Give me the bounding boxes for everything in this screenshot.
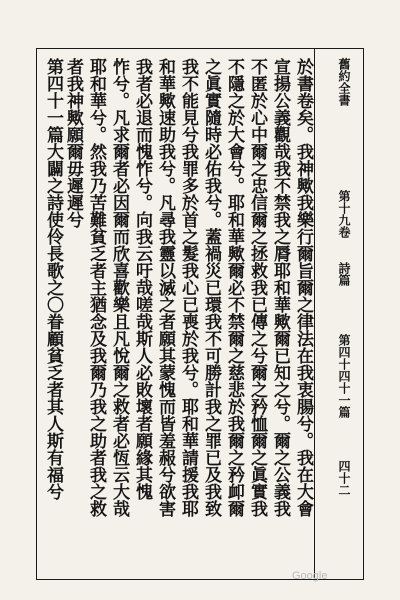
text-column-5: 之眞實隨時必佑我兮。蓋禍災已環我不可勝計我之罪已及我致 (201, 58, 221, 517)
running-head-section: 詩篇 (337, 262, 351, 286)
text-column-4: 不隱之於大會兮。耶和華歟爾必不禁爾之慈悲於我爾之矜卹爾 (224, 58, 244, 517)
running-head-volume: 第十九卷 (337, 190, 351, 238)
google-watermark: Google (292, 570, 328, 582)
running-head-chapters: 第四十四十一篇 (337, 334, 351, 418)
text-column-10: 耶和華兮。然我乃苦難貧乏者主猶念及我爾乃我之助者我之救 (86, 58, 106, 517)
text-column-6: 我不能見兮我罪多於首之髮我心已喪於我兮。耶和華請援我耶 (178, 58, 198, 517)
running-head-title: 舊約全書 (337, 58, 351, 106)
text-column-9: 怍兮。凡求爾者必因爾而欣喜歡樂且凡悅爾之救者必恆云大哉 (109, 58, 129, 517)
chapter-heading-column: 第四十一篇大闢之詩使伶長歌之〇眷顧貧乏者其人斯有福兮 (43, 58, 63, 500)
text-column-2: 宣揚公義觀哉我不禁我之脣耶和華歟爾已知之兮。爾之公義我 (270, 58, 290, 517)
text-column-3: 不匿於心中爾之忠信爾之拯救我已傳之兮爾之矜恤爾之眞實我 (247, 58, 267, 517)
folio-number: 四十二 (337, 460, 351, 496)
text-column-1: 於書卷矣。我神歟我樂行爾旨爾之律法在我衷腸兮。我在大會 (293, 58, 313, 517)
text-column-8: 我者必退而愧怍兮。向我云吁哉嗟哉斯人必敗壞者願緣其愧 (132, 58, 152, 500)
text-column-7: 和華歟速助我兮。凡尋我靈以滅之者願其蒙愧而皆羞赧兮欲害 (155, 58, 175, 517)
text-column-11: 者我神歟願爾毋遲遲兮 (63, 58, 83, 228)
